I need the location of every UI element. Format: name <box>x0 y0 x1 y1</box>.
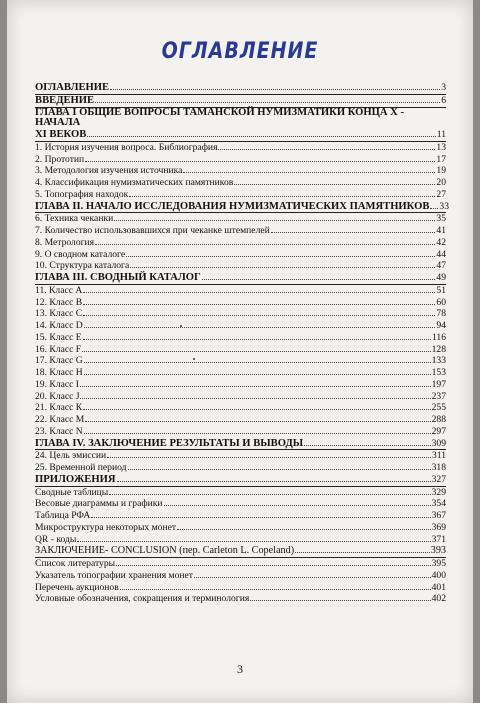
toc-entry-page: 78 <box>436 308 446 320</box>
toc-entry <box>35 95 446 108</box>
toc-leader-dots <box>110 82 440 90</box>
toc-entry-page: 402 <box>431 593 446 605</box>
toc-entry <box>35 308 446 320</box>
toc-entry <box>35 297 446 309</box>
toc-leader-dots <box>114 213 435 221</box>
toc-leader-dots <box>109 487 430 495</box>
toc-entry <box>35 177 446 189</box>
toc-entry-page: 297 <box>431 425 446 437</box>
toc-entry-page: 94 <box>436 320 446 331</box>
toc-entry <box>35 142 446 154</box>
toc-entry-page: 329 <box>431 486 446 498</box>
toc-leader-dots <box>85 414 430 422</box>
toc-leader-dots <box>85 154 435 162</box>
toc-leader-dots <box>430 201 438 209</box>
toc-entry-page: 13 <box>436 141 446 153</box>
toc-entry-label: 14. Класс D <box>35 320 83 331</box>
toc-entry-page: 197 <box>431 378 446 390</box>
toc-leader-dots <box>250 593 430 601</box>
toc-entry <box>35 272 446 285</box>
toc-entry <box>35 249 446 261</box>
toc-entry-label: 6. Техника чеканки <box>35 213 114 225</box>
toc-entry <box>35 438 446 451</box>
toc-entry-label: ГЛАВА II. НАЧАЛО ИССЛЕДОВАНИЯ НУМИЗМАТИЧЕСКИХ ПАМЯТНИКОВ <box>35 200 430 212</box>
toc-entry-label: ОГЛАВЛЕНИЕ <box>35 82 110 93</box>
toc-leader-dots <box>218 142 435 150</box>
toc-entry-label: 17. Класс G <box>35 355 83 367</box>
toc-entry-label: 4. Классификация нумизматических памятников <box>35 177 234 188</box>
toc-entry-page: 237 <box>431 390 446 402</box>
toc-leader-dots <box>177 522 431 530</box>
toc-entry-label: ПРИЛОЖЕНИЯ <box>35 473 116 485</box>
toc-entry-page: 51 <box>436 284 446 296</box>
toc-entry-label: 10. Структура каталога <box>35 260 130 272</box>
toc-entry-label: ГЛАВА I ОБЩИЕ ВОПРОСЫ ТАМАНСКОЙ НУМИЗМАТИКИ КОНЦА Х - НАЧАЛА <box>35 106 404 129</box>
toc-leader-dots <box>83 297 435 305</box>
toc-entry-label: 1. История изучения вопроса. Библиография <box>35 141 218 153</box>
toc-entry-page: 354 <box>431 498 446 510</box>
toc-entry <box>35 474 446 487</box>
toc-leader-dots <box>83 308 435 316</box>
toc-entry-page: 371 <box>431 533 446 545</box>
toc-entry-label: Таблица РФА <box>35 510 91 521</box>
toc-entry-page: 309 <box>431 437 446 449</box>
toc-entry <box>35 534 446 546</box>
toc-leader-dots <box>77 534 430 542</box>
toc-entry-label: Перечень аукционов <box>35 581 119 593</box>
toc-leader-dots <box>82 344 431 352</box>
toc-leader-dots <box>95 237 435 245</box>
toc-entry-line <box>35 129 446 141</box>
toc-leader-dots <box>129 189 435 197</box>
toc-entry <box>35 285 446 297</box>
toc-entry <box>35 391 446 403</box>
toc-entry <box>35 570 446 582</box>
toc-entry-label: 19. Класс I <box>35 378 79 390</box>
toc-entry <box>35 545 446 558</box>
toc-entry-page: 11 <box>436 129 446 140</box>
toc-entry-page: 17 <box>436 153 446 165</box>
toc-leader-dots <box>295 545 430 553</box>
toc-entry-label: 3. Методология изучения источника <box>35 165 183 177</box>
toc-entry <box>35 510 446 522</box>
toc-entry-page: 393 <box>430 545 446 557</box>
table-of-contents <box>35 82 449 605</box>
toc-entry <box>35 462 446 474</box>
toc-leader-dots <box>107 450 431 458</box>
toc-entry-page: 49 <box>436 272 446 283</box>
toc-entry <box>35 225 446 237</box>
toc-entry <box>35 582 446 594</box>
document-page <box>7 0 473 703</box>
page-number: 3 <box>237 662 243 676</box>
toc-leader-dots <box>120 582 431 590</box>
toc-entry-label: 9. О сводном каталоге <box>35 248 126 260</box>
toc-entry-page: 288 <box>431 414 446 425</box>
toc-entry-page: 255 <box>431 402 446 414</box>
toc-leader-dots <box>87 129 435 137</box>
toc-leader-dots <box>91 510 430 518</box>
toc-entry <box>35 344 446 356</box>
toc-entry-page: 369 <box>431 521 446 533</box>
toc-leader-dots <box>130 260 435 268</box>
toc-entry-page: 33 <box>439 200 449 212</box>
toc-entry <box>35 367 446 379</box>
toc-entry-label: 11. Класс А <box>35 284 83 296</box>
toc-entry <box>35 154 446 166</box>
toc-entry-label: ГЛАВА III. СВОДНЫЙ КАТАЛОГ <box>35 272 201 283</box>
toc-entry <box>35 320 446 332</box>
page-title: ОГЛАВЛЕНИЕ <box>161 38 319 64</box>
toc-leader-dots <box>80 391 430 399</box>
toc-entry <box>35 414 446 426</box>
toc-entry-label: ВВЕДЕНИЕ <box>35 94 95 106</box>
toc-entry-page: 19 <box>436 165 446 177</box>
toc-entry-label: ХI ВЕКОВ <box>35 129 87 140</box>
toc-entry-page: 42 <box>436 236 446 248</box>
toc-entry-page: 47 <box>436 260 446 272</box>
toc-entry-page: 395 <box>431 558 446 569</box>
toc-entry-page: 327 <box>431 473 446 485</box>
toc-entry-page: 60 <box>436 296 446 308</box>
toc-entry <box>35 522 446 534</box>
toc-leader-dots <box>183 165 435 173</box>
toc-entry-label: Указатель топографии хранения монет <box>35 569 193 581</box>
toc-leader-dots <box>116 558 431 566</box>
toc-leader-dots <box>128 462 431 470</box>
toc-entry-label: Сводные таблицы <box>35 486 109 498</box>
toc-entry-label: 15. Класс Е <box>35 331 82 343</box>
toc-leader-dots <box>84 426 431 434</box>
toc-entry <box>35 426 446 438</box>
toc-entry <box>35 402 446 414</box>
toc-entry-label: 21. Класс К <box>35 402 83 414</box>
toc-leader-dots <box>304 438 430 446</box>
toc-entry-label: Весовые диаграммы и графики <box>35 498 163 510</box>
toc-entry <box>35 165 446 177</box>
toc-entry-page: 116 <box>431 331 446 343</box>
toc-entry-label: Список литературы <box>35 558 116 569</box>
toc-entry-label: QR - коды <box>35 533 77 545</box>
toc-entry-label: 22. Класс М <box>35 414 85 425</box>
toc-entry-label: 8. Метрология <box>35 236 95 248</box>
toc-leader-dots <box>202 272 436 280</box>
toc-leader-dots <box>271 225 436 233</box>
toc-entry-label: 25. Временной период <box>35 462 127 473</box>
toc-leader-dots <box>117 474 431 482</box>
toc-entry-page: 6 <box>441 94 446 106</box>
toc-entry-label: Микроструктура некоторых монет <box>35 521 177 533</box>
toc-entry-page: 318 <box>431 462 446 473</box>
toc-leader-dots <box>84 367 431 375</box>
toc-entry-label: 12. Класс В <box>35 296 83 308</box>
toc-entry <box>35 260 446 272</box>
toc-leader-dots <box>83 402 430 410</box>
toc-entry-page: 401 <box>431 581 446 593</box>
toc-entry-page: 400 <box>431 569 446 581</box>
toc-entry <box>35 82 446 95</box>
toc-entry-label: 23. Класс N <box>35 425 83 437</box>
toc-entry-page: 3 <box>441 82 446 93</box>
toc-leader-dots <box>194 570 431 578</box>
toc-entry-label: 2. Прототип <box>35 153 85 165</box>
toc-entry-label: 13. Класс С <box>35 308 83 320</box>
print-speck <box>193 358 195 360</box>
toc-entry <box>35 200 449 214</box>
toc-leader-dots <box>126 249 435 257</box>
toc-entry <box>35 332 446 344</box>
toc-leader-dots <box>234 177 435 185</box>
toc-entry-label: 20. Класс J <box>35 390 80 402</box>
toc-entry <box>35 237 446 249</box>
toc-entry <box>35 450 446 462</box>
toc-entry-page: 128 <box>431 343 446 355</box>
toc-entry <box>35 355 446 367</box>
toc-entry-label: 18. Класс Н <box>35 367 83 378</box>
toc-leader-dots <box>83 332 431 340</box>
toc-entry-label: 5. Топография находок <box>35 188 129 200</box>
toc-leader-dots <box>95 95 440 103</box>
toc-entry <box>35 213 446 225</box>
print-speck <box>180 325 182 327</box>
toc-entry-page: 35 <box>436 213 446 225</box>
toc-entry <box>35 487 446 499</box>
toc-entry <box>35 593 446 605</box>
toc-entry <box>35 379 446 391</box>
toc-entry-page: 133 <box>431 355 446 367</box>
toc-entry-page: 44 <box>436 248 446 260</box>
toc-entry-page: 20 <box>436 177 446 188</box>
toc-entry-page: 27 <box>436 188 446 200</box>
toc-entry-page: 367 <box>431 510 446 521</box>
toc-leader-dots <box>164 498 431 506</box>
toc-entry-label: 24. Цель эмиссии <box>35 450 107 462</box>
toc-entry-label: Условные обозначения, сокращения и терминология <box>35 593 250 605</box>
toc-leader-dots <box>84 355 431 363</box>
toc-entry-label: 16. Класс F <box>35 343 82 355</box>
toc-entry <box>35 558 446 570</box>
toc-entry <box>35 189 446 201</box>
toc-entry-label: ЗАКЛЮЧЕНИЕ- CONCLUSION (пер. Carleton L. Copeland) <box>35 545 295 557</box>
toc-entry-label: ГЛАВА IV. ЗАКЛЮЧЕНИЕ РЕЗУЛЬТАТЫ И ВЫВОДЫ <box>35 437 304 449</box>
toc-leader-dots <box>84 320 436 328</box>
toc-entry <box>35 108 446 142</box>
toc-entry-label: 7. Количество использовавшихся при чеканке штемпелей <box>35 225 270 236</box>
toc-entry <box>35 498 446 510</box>
toc-leader-dots <box>83 285 435 293</box>
toc-entry-page: 311 <box>431 450 446 462</box>
toc-entry-page: 41 <box>436 225 446 236</box>
toc-leader-dots <box>80 379 431 387</box>
toc-entry-page: 153 <box>431 367 446 378</box>
